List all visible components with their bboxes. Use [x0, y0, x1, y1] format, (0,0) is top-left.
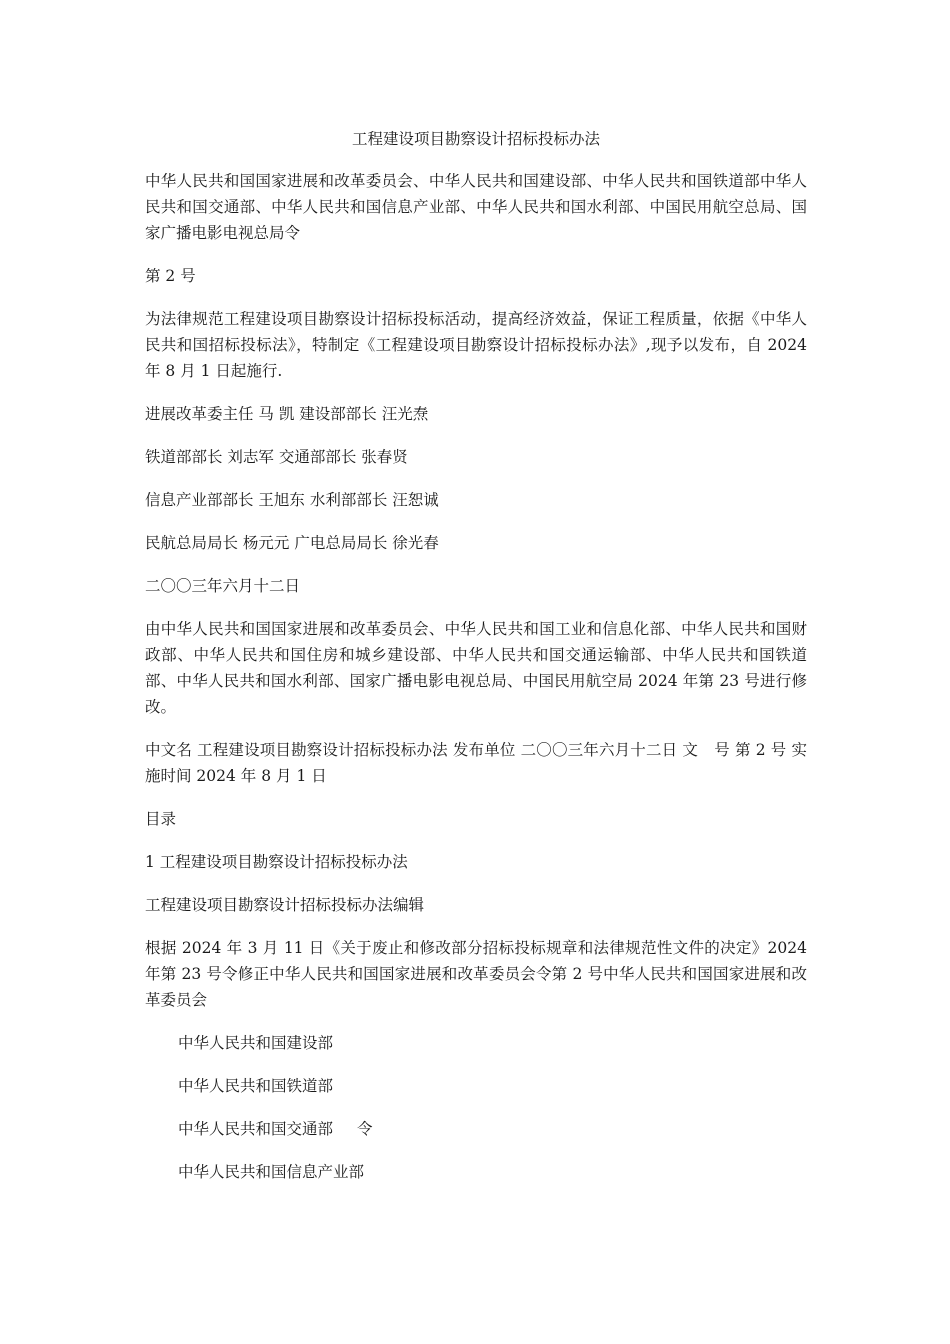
signature-line-2: 铁道部部长 刘志军 交通部部长 张春贤	[145, 448, 408, 466]
signature-line-3: 信息产业部部长 王旭东 水利部部长 汪恕诚	[145, 491, 439, 509]
document-title: 工程建设项目勘察设计招标投标办法	[351, 130, 600, 148]
info-box-part-1: 中文名 工程建设项目勘察设计招标投标办法 发布单位 二〇〇三年六月十二日 文	[145, 741, 699, 759]
toc-heading: 目录	[145, 810, 177, 828]
section-heading: 工程建设项目勘察设计招标投标办法编辑	[145, 896, 425, 914]
preamble-paragraph: 为法律规范工程建设项目勘察设计招标投标活动，提高经济效益，保证工程质量，依据《中华人民共和国招标投标法》，特制定《工程建设项目勘察设计招标投标办法》,现予以发布，自 2024 年 8 月 1 日起施行.	[145, 310, 807, 380]
document-body	[145, 126, 807, 1202]
info-box-paragraph	[145, 737, 807, 789]
ministry-line-1: 中华人民共和国建设部	[178, 1034, 334, 1052]
revision-note-paragraph: 根据 2024 年 3 月 11 日《关于废止和修改部分招标投标规章和法律规范性文件的决定》2024 年第 23 号令修正中华人民共和国国家进展和改革委员会令第 2 号中华人民共和国国家进展和改革委员会	[145, 939, 807, 1009]
ministry-line-2: 中华人民共和国铁道部	[178, 1077, 334, 1095]
signature-line-4: 民航总局局长 杨元元 广电总局局长 徐光春	[145, 534, 439, 552]
ministry-3-suffix: 令	[357, 1120, 373, 1138]
amendment-paragraph: 由中华人民共和国国家进展和改革委员会、中华人民共和国工业和信息化部、中华人民共和国财政部、中华人民共和国住房和城乡建设部、中华人民共和国交通运输部、中华人民共和国铁道部、中华人民共和国水利部、国家广播电影电视总局、中国民用航空局 2024 年第 23 号进行修改。	[145, 620, 807, 716]
signature-line-1: 进展改革委主任 马 凯 建设部部长 汪光焘	[145, 405, 429, 423]
toc-item-1[interactable]: 1 工程建设项目勘察设计招标投标办法	[145, 853, 408, 871]
issuers-paragraph: 中华人民共和国国家进展和改革委员会、中华人民共和国建设部、中华人民共和国铁道部中华人民共和国交通部、中华人民共和国信息产业部、中华人民共和国水利部、中国民用航空总局、国家广播电影电视总局令	[145, 172, 807, 242]
ministry-line-3	[145, 1116, 807, 1142]
ministry-line-4: 中华人民共和国信息产业部	[178, 1163, 365, 1181]
issue-date: 二〇〇三年六月十二日	[145, 577, 301, 595]
info-box-part-2: 号 第 2 号 实施时间 2024 年 8 月 1 日	[145, 741, 807, 785]
ministry-3-name: 中华人民共和国交通部	[178, 1120, 334, 1138]
order-number: 第 2 号	[145, 267, 196, 285]
